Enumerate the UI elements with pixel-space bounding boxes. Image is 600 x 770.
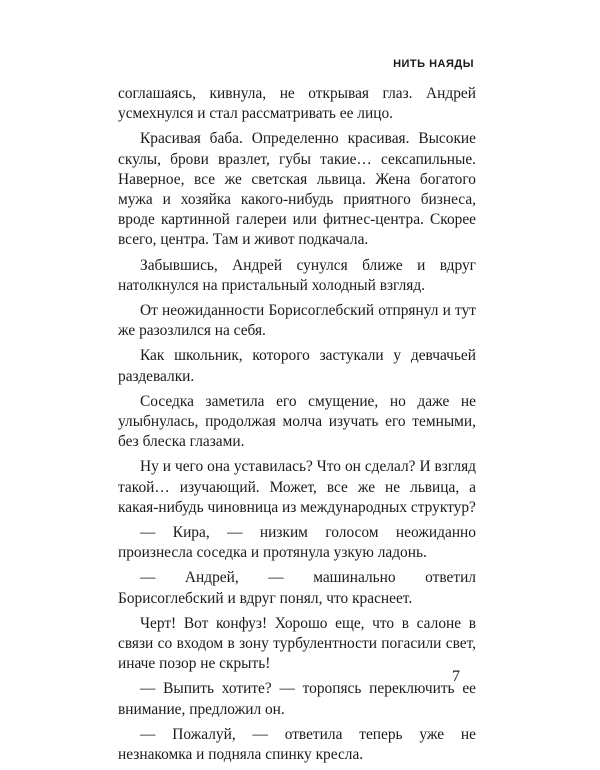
paragraph: Ну и чего она уставилась? Что он сделал? И взгляд такой… изучающий. Может, все же не львица, а какая-нибудь чиновница из международных структур? (118, 458, 476, 516)
paragraph: Забывшись, Андрей сунулся ближе и вдруг натолкнулся на пристальный холодный взгляд. (118, 256, 476, 294)
paragraph: — Пожалуй, — ответила теперь уже не незнакомка и подняла спинку кресла. (118, 725, 476, 764)
paragraph: — Кира, — низким голосом неожиданно произнесла соседка и протянула узкую ладонь. (118, 524, 476, 562)
paragraph: Соседка заметила его смущение, но даже не улыбнулась, продолжая молча изучать его темными, без блеска глазами. (118, 392, 476, 451)
paragraph: — Выпить хотите? — торопясь переключить ее внимание, предложил он. (118, 680, 476, 718)
paragraph: Красивая баба. Определенно красивая. Высокие скулы, брови вразлет, губы такие… сексапильные. Наверное, все же светская львица. Жена богатого мужа и хозяйка какого-нибудь приятного бизнеса, вроде картинной галереи или фитнес-центра. Скорее всего, центра. Там и живот подкачала. (118, 130, 476, 249)
paragraph: — Андрей, — машинально ответил Борисоглебский и вдруг понял, что краснеет. (118, 569, 476, 607)
paragraph: Черт! Вот конфуз! Хорошо еще, что в салоне в связи со входом в зону турбулентности погасили свет, иначе позор не скрыть! (118, 614, 476, 673)
body-text (118, 84, 476, 770)
paragraph: От неожиданности Борисоглебский отпрянул и тут же разозлился на себя. (118, 302, 476, 340)
running-head: НИТЬ НАЯДЫ (393, 58, 474, 70)
paragraph: соглашаясь, кивнула, не открывая глаз. Андрей усмехнулся и стал рассматривать ее лицо. (118, 85, 476, 123)
paragraph: Как школьник, которого застукали у девчачьей раздевалки. (118, 347, 476, 385)
page-number: 7 (452, 668, 460, 685)
